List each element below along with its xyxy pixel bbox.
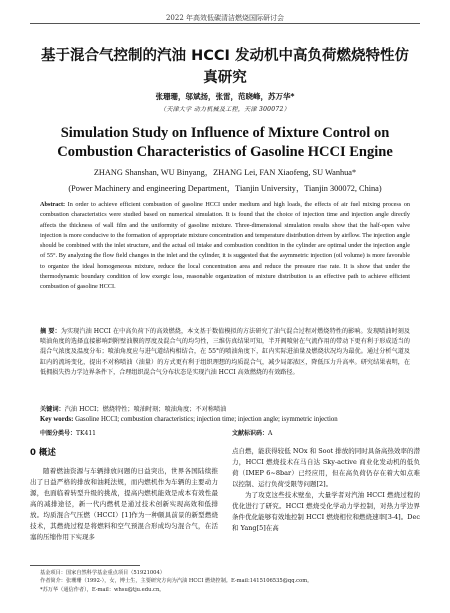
affiliation-zh: （天津大学 动力机械及工程，天津 300072）	[160, 106, 290, 113]
clc-value: TK411	[76, 430, 96, 437]
authors-en: ZHANG Shanshan, WU Binyang，ZHANG Lei, FAN Xiaofeng, SU Wanhua*	[93, 168, 357, 177]
keywords-zh-label: 关键词：	[40, 406, 65, 413]
authors-zh: 张珊珊，邬斌扬，张雷，范晓峰，苏万华*	[155, 92, 295, 101]
abstract-en-text: In order to achieve efficient combustion of gasoline HCCI under medium and high loads, the effects of air fuel mixing process on combustion characteristics were studied based on numerical simulation. It is found that the choice of injection time and injection angle directly affects the thickness of wall film and the uniformity of gasoline mixture. Three-dimensional simulation results show that the half-open valve injection is more conducive to the formation of appropriate mixture concentration and temperature distribution driven by airflow. The injection angle should be combined with the inlet structure, and the actual oil intake and combustion condition in the cylinder are optimal under the injection angle of 55°. By analyzing the flow field changes in the inlet and the cylinder, it is suggested that the asymmetric injection (oil volume) is more favorable to organize the ideal homogeneous mixture, reduce the local concentration area and reduce the pressure rise rate. It is show that under the thermodynamic boundary condition of low exergic loss, reasonable organization of mixture distribution is an effective path to achieve efficient combustion of gasoline HCCI.	[40, 201, 411, 291]
keywords-en	[40, 416, 410, 423]
abstract-en-label: Abstract:	[40, 201, 66, 208]
footnote-funding: 基金项目：国家自然科学基金重点项目（51921004）	[40, 570, 165, 576]
section-heading: 0 概述	[30, 448, 56, 458]
footnote-corresponding: *苏万华（通信作者），E-mail：whsu@tju.edu.cn。	[40, 586, 165, 593]
body-paragraph: 为了攻克这些技术壁垒，大量学者对汽油 HCCI 燃烧过程的优化进行了研究。HCCI 燃烧受化学动力学控制，对热力学边界条件优化能够有效地控制 HCCI 燃烧相位和燃烧速率[3-4]。Dec 和 Yang[5]在高	[232, 491, 420, 532]
title-en: Simulation Study on Influence of Mixture Control on Combustion Characteristics of Gasoline HCCI Engine	[57, 125, 393, 160]
body-paragraph: 随着燃油资源与车辆排放问题的日益突出，世界各国陆续推出了日益严格的排放和油耗法规，而内燃机作为车辆的主要动力源，也面临着转型升级的挑战，提高内燃机能效是成本有效性最高的减排途径，新一代内燃机是通过技术创新实现高效和低排放。均质混合气压燃（HCCI）[1]作为一种颇具前景的新型燃烧技术，其燃烧过程是将燃料和空气预混合形成均匀混合气，在活塞的压缩作用下实现多	[30, 467, 218, 541]
running-header: 2022 年高效低碳清洁燃烧国际研讨会	[165, 14, 285, 22]
abstract-zh-text: 为实现汽油 HCCI 在中高负荷下的高效燃烧，本文基于数值模拟的方法研究了油气混合过程对燃烧特性的影响。发现喷油时刻及喷油角度的选择直接影响到附壁油膜的厚度及混合气的均匀性，三维仿真结果可知，半开阀喷射在气流作用的带动下更有利于形成适当的混合气浓度及温度分布；喷油角度应与进气道结构相结合，在 55°的喷油角度下，缸内实际进油量及燃烧状况均为最优。通过分析气道及缸内的流场变化，提出不对称喷油（油量）的方式更有利于组织理想的均质混合气，减少局部浓区，降低压力升高率。研究结果表明，在低拥损失热力学边界条件下，合理组织混合气分布状态是实现汽油 HCCI 高效燃烧的有效路径。	[40, 328, 410, 376]
affiliation-en: (Power Machinery and engineering Department，Tianjin University，Tianjin 300072, China)	[68, 184, 382, 193]
body-column-right	[232, 446, 420, 534]
footnotes	[40, 569, 425, 594]
abstract-zh	[40, 327, 410, 378]
clc-label: 中图分类号：	[40, 430, 77, 437]
document-code	[232, 428, 272, 437]
keywords-zh-text: 汽油 HCCI；燃烧特性；喷油时刻；喷油角度；不对称喷油	[64, 406, 227, 413]
body-column-left	[30, 446, 218, 543]
abstract-en	[40, 200, 410, 293]
keywords-en-text: Gasoline HCCI; combustion characteristics; injection time; injection angle; isymmetric injection	[75, 416, 338, 423]
keywords-en-label: Key words:	[40, 416, 74, 423]
keywords-zh	[40, 404, 410, 413]
abstract-zh-label: 摘 要：	[40, 328, 61, 335]
body-paragraph: 点自燃，能获得较低 NOx 和 Soot 排放的同时具备高热效率的潜力，HCCI 燃烧技术在马自达 Sky-active 商业化发动机的低负荷（IMEP 6~8bar）已经应用，但在高负荷仍存在着大如点难以控制、运行负荷受限等问题[2]。	[232, 447, 420, 488]
title-zh: 基于混合气控制的汽油 HCCI 发动机中高负荷燃烧特性仿真研究	[41, 48, 409, 86]
footnote-rule	[30, 565, 140, 566]
clc-number	[40, 428, 96, 437]
doc-code-value: A	[268, 430, 273, 437]
footnote-author: 作者简介：张珊珊（1992-），女，博士生，主要研究方向为汽油 HCCI 燃烧控制。E-mail:1415106535@qq.com。	[40, 578, 313, 585]
header-rule	[30, 23, 420, 24]
doc-code-label: 文献标识码：	[232, 430, 269, 437]
